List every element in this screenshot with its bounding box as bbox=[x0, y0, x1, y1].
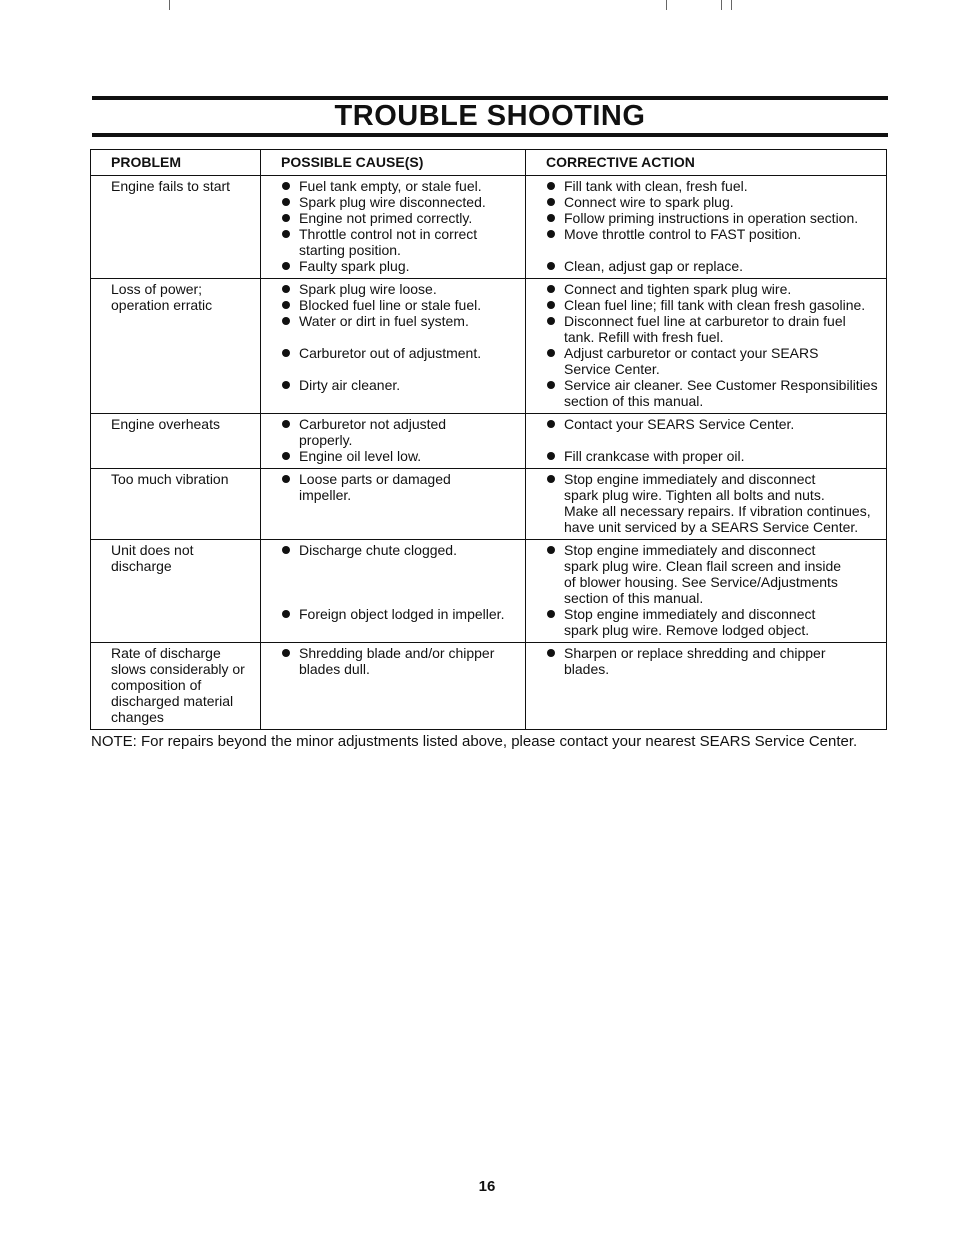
action-cell-list bbox=[546, 416, 882, 464]
action-line: spark plug wire. Tighten all bolts and nuts. bbox=[564, 487, 825, 503]
action-line: have unit serviced by a SEARS Service Center. bbox=[564, 519, 859, 535]
action-line: of blower housing. See Service/Adjustments bbox=[564, 574, 838, 590]
cause-line: Spark plug wire disconnected. bbox=[281, 194, 521, 210]
action-line: tank. Refill with fresh fuel. bbox=[564, 329, 724, 345]
cause-line: properly. bbox=[299, 432, 353, 448]
action-cell-list bbox=[546, 645, 882, 677]
action-cell-list bbox=[546, 542, 882, 638]
cause-cell bbox=[261, 414, 526, 469]
action-cell bbox=[526, 414, 887, 469]
action-line: Fill tank with clean, fresh fuel. bbox=[546, 178, 882, 194]
action-cell-list bbox=[546, 178, 882, 274]
column-header-problem: PROBLEM bbox=[91, 150, 261, 176]
action-line: Sharpen or replace shredding and chipper bbox=[546, 645, 882, 661]
service-note: NOTE: For repairs beyond the minor adjustments listed above, please contact your nearest SEARS Service Center. bbox=[91, 733, 858, 750]
cause-cell-list bbox=[281, 645, 521, 677]
action-line: blades. bbox=[564, 661, 610, 677]
scan-mark bbox=[721, 0, 722, 10]
troubleshooting-table bbox=[90, 149, 887, 730]
action-line: Stop engine immediately and disconnect bbox=[546, 542, 882, 558]
spacer bbox=[281, 361, 521, 377]
cause-line: Discharge chute clogged. bbox=[281, 542, 521, 558]
cause-line: Blocked fuel line or stale fuel. bbox=[281, 297, 521, 313]
cause-line: Engine not primed correctly. bbox=[281, 210, 521, 226]
cause-line: Foreign object lodged in impeller. bbox=[281, 606, 521, 622]
action-cell bbox=[526, 469, 887, 540]
action-cell bbox=[526, 540, 887, 643]
table-body bbox=[91, 176, 887, 730]
action-cell-list bbox=[546, 471, 882, 535]
scan-mark bbox=[169, 0, 170, 10]
problem-cell: Too much vibration bbox=[91, 469, 261, 540]
column-header-cause: POSSIBLE CAUSE(S) bbox=[261, 150, 526, 176]
action-cell bbox=[526, 643, 887, 730]
spacer bbox=[281, 574, 521, 590]
cause-cell bbox=[261, 176, 526, 279]
table-row bbox=[91, 279, 887, 414]
cause-cell-list bbox=[281, 471, 521, 503]
spacer bbox=[546, 242, 882, 258]
cause-cell bbox=[261, 540, 526, 643]
page-title: TROUBLE SHOOTING bbox=[334, 100, 646, 132]
action-cell bbox=[526, 176, 887, 279]
spacer bbox=[546, 432, 882, 448]
problem-cell: Engine fails to start bbox=[91, 176, 261, 279]
action-line: Connect wire to spark plug. bbox=[546, 194, 882, 210]
action-line: Move throttle control to FAST position. bbox=[546, 226, 882, 242]
cause-line: impeller. bbox=[299, 487, 352, 503]
action-line: section of this manual. bbox=[564, 590, 704, 606]
action-line: Contact your SEARS Service Center. bbox=[546, 416, 882, 432]
action-line: section of this manual. bbox=[564, 393, 704, 409]
cause-line: Shredding blade and/or chipper bbox=[281, 645, 521, 661]
action-line: Service Center. bbox=[564, 361, 660, 377]
action-line: Service air cleaner. See Customer Responsibilities bbox=[546, 377, 882, 393]
page-number: 16 bbox=[478, 1178, 496, 1195]
problem-cell: Rate of discharge slows considerably or composition of discharged material changes bbox=[91, 643, 261, 730]
spacer bbox=[281, 558, 521, 574]
cause-cell-list bbox=[281, 281, 521, 393]
table-row bbox=[91, 469, 887, 540]
cause-line: Faulty spark plug. bbox=[281, 258, 521, 274]
cause-cell bbox=[261, 279, 526, 414]
action-cell-list bbox=[546, 281, 882, 409]
spacer bbox=[281, 590, 521, 606]
spacer bbox=[281, 329, 521, 345]
table-header-row bbox=[91, 150, 887, 176]
problem-cell: Engine overheats bbox=[91, 414, 261, 469]
cause-line: Engine oil level low. bbox=[281, 448, 521, 464]
cause-cell-list bbox=[281, 542, 521, 622]
action-line: Follow priming instructions in operation section. bbox=[546, 210, 882, 226]
cause-cell bbox=[261, 469, 526, 540]
problem-cell: Unit does not discharge bbox=[91, 540, 261, 643]
action-line: Adjust carburetor or contact your SEARS bbox=[546, 345, 882, 361]
cause-line: Throttle control not in correct bbox=[281, 226, 521, 242]
action-line: Connect and tighten spark plug wire. bbox=[546, 281, 882, 297]
table-row bbox=[91, 643, 887, 730]
problem-cell: Loss of power; operation erratic bbox=[91, 279, 261, 414]
cause-line: Spark plug wire loose. bbox=[281, 281, 521, 297]
scan-mark bbox=[666, 0, 667, 10]
scan-mark bbox=[731, 0, 732, 10]
cause-line: Dirty air cleaner. bbox=[281, 377, 521, 393]
cause-line: Carburetor out of adjustment. bbox=[281, 345, 521, 361]
action-line: spark plug wire. Remove lodged object. bbox=[564, 622, 810, 638]
action-line: Stop engine immediately and disconnect bbox=[546, 606, 882, 622]
cause-cell-list bbox=[281, 178, 521, 274]
cause-line: Carburetor not adjusted bbox=[281, 416, 521, 432]
action-line: spark plug wire. Clean flail screen and inside bbox=[564, 558, 842, 574]
title-rule-bottom bbox=[92, 133, 888, 137]
action-line: Disconnect fuel line at carburetor to drain fuel bbox=[546, 313, 882, 329]
cause-line: starting position. bbox=[299, 242, 401, 258]
cause-line: blades dull. bbox=[299, 661, 370, 677]
action-line: Clean, adjust gap or replace. bbox=[546, 258, 882, 274]
table-row bbox=[91, 414, 887, 469]
cause-line: Water or dirt in fuel system. bbox=[281, 313, 521, 329]
cause-cell-list bbox=[281, 416, 521, 464]
action-line: Clean fuel line; fill tank with clean fresh gasoline. bbox=[546, 297, 882, 313]
column-header-action: CORRECTIVE ACTION bbox=[526, 150, 887, 176]
cause-cell bbox=[261, 643, 526, 730]
table-row bbox=[91, 540, 887, 643]
action-line: Stop engine immediately and disconnect bbox=[546, 471, 882, 487]
action-cell bbox=[526, 279, 887, 414]
table-row bbox=[91, 176, 887, 279]
action-line: Make all necessary repairs. If vibration continues, bbox=[564, 503, 871, 519]
action-line: Fill crankcase with proper oil. bbox=[546, 448, 882, 464]
cause-line: Loose parts or damaged bbox=[281, 471, 521, 487]
cause-line: Fuel tank empty, or stale fuel. bbox=[281, 178, 521, 194]
